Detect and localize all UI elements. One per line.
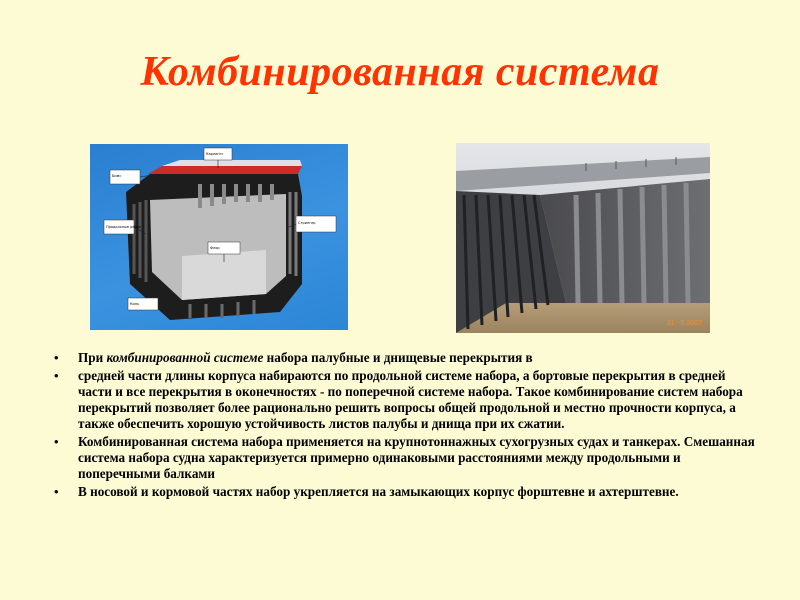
photo-svg [456, 143, 710, 333]
callout-label: Стрингер [298, 221, 316, 225]
paragraph-text: Комбинированная система набора применяется на крупнотоннажных сухогрузных судах и танкерах. Смешанная система набора судна характеризуется примерно одинаковыми расстояниями между продольными и поперечными балками [78, 434, 755, 481]
paragraph-emphasis: комбинированной системе [106, 350, 264, 365]
bullet-marker: • [54, 434, 59, 449]
paragraph-prefix: При [78, 350, 107, 365]
callout-label: Бимс [112, 174, 122, 178]
bullet-item [50, 350, 760, 366]
deck-top [162, 160, 302, 166]
diagram-svg [90, 144, 348, 330]
callout-label: Карлингс [206, 152, 224, 156]
paragraph-text: В носовой и кормовой частях набор укрепляется на замыкающих корпус форштевне и ахтерштевне. [78, 484, 679, 499]
bullet-list [50, 350, 760, 502]
bullet-marker: • [54, 368, 59, 383]
bullet-item [50, 368, 760, 432]
bullet-item [50, 484, 760, 500]
bullet-marker: • [54, 350, 59, 365]
paragraph-text: средней части длины корпуса набираются по продольной системе набора, а бортовые перекрытия в средней части и все перекрытия в оконечностях - по поперечной системе набора. Такое комбинирование систем набора перекрытий позволяет более рационально решить вопросы общей продольной и местно прочности корпуса, а также обеспечить хорошую устойчивость листов палубы и днища при их сжатии. [78, 368, 743, 431]
ship-hold-photo [456, 143, 710, 333]
callout-label: Киль [130, 302, 140, 306]
paragraph-suffix: набора палубные и днищевые перекрытия в [263, 350, 533, 365]
ship-section-diagram [90, 144, 348, 330]
slide-title: Комбинированная система [140, 49, 660, 95]
photo-timestamp: 31 - 5 2007 [666, 320, 702, 327]
deck-plate [148, 166, 302, 174]
bullet-marker: • [54, 484, 59, 499]
callout-label: Продольные ребра [106, 225, 142, 229]
bullet-item [50, 434, 760, 482]
callout-label: Флор [210, 246, 220, 250]
